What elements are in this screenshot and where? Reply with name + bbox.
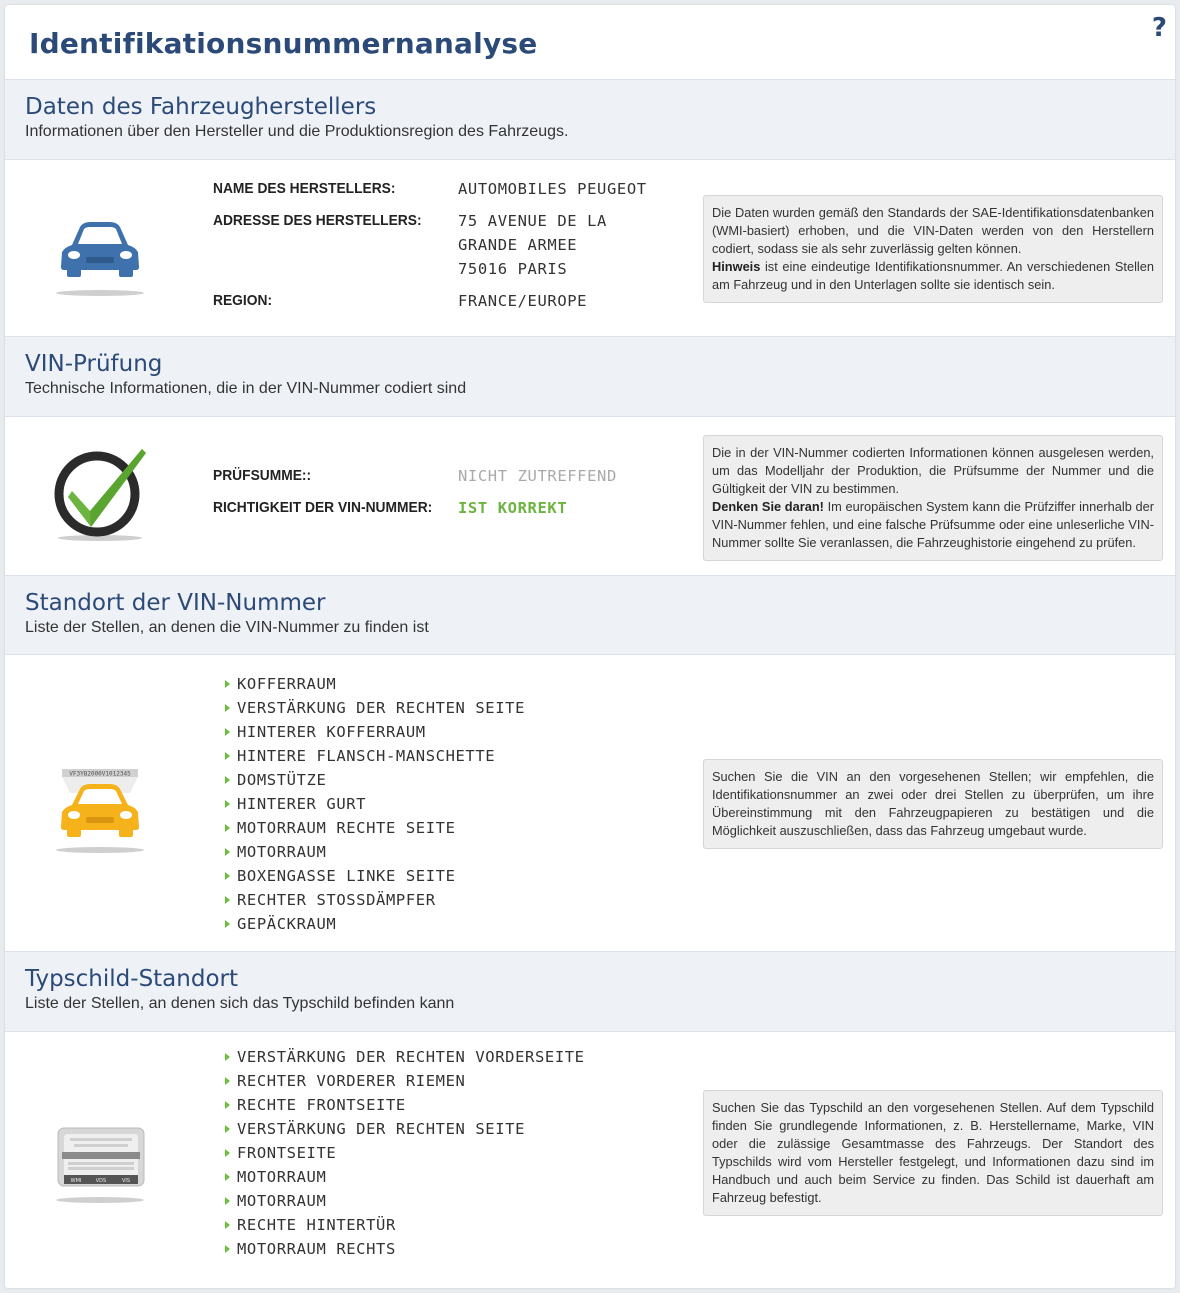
arrow-icon [225,1245,230,1253]
region-value: FRANCE/EUROPE [458,292,588,310]
arrow-icon [225,872,230,880]
plate-location-section-body [5,1032,1175,1288]
list-item-label: VERSTÄRKUNG DER RECHTEN SEITE [237,1120,526,1138]
arrow-icon [225,1149,230,1157]
list-item [223,672,525,696]
list-item [223,1093,585,1117]
car-vin-plate-icon [50,763,150,860]
list-item-label: BOXENGASSE LINKE SEITE [237,867,456,885]
manufacturer-name-label: NAME DES HERSTELLERS: [213,180,396,197]
list-item [223,1189,585,1213]
list-item [223,720,525,744]
note-text: Im europäischen System kann die Prüfziffer innerhalb der VIN-Nummer fehlen, und eine falsche Prüfsumme oder eine unleserliche VIN-Nummer sollte Sie veranlassen, die Fahrzeughistorie eingehend zu prüfen. [712,499,1154,550]
list-item-label: MOTORRAUM [237,1192,327,1210]
manufacturer-section-subtitle: Informationen über den Hersteller und die Produktionsregion des Fahrzeugs. [25,123,569,140]
note-text: Die Daten wurden gemäß den Standards der SAE-Identifikationsdatenbanken (WMI-basiert) erhoben, und die VIN-Daten werden von den Herstellern codiert, sodass sie als sehr zuverlässig gelten können. [712,205,1154,256]
list-item-label: RECHTE HINTERTÜR [237,1216,396,1234]
note-text: Suchen Sie das Typschild an den vorgesehenen Stellen. Auf dem Typschild finden Sie grundlegende Informationen, z. B. Herstellername, Marke, VIN oder die zulässige Gesamtmasse des Fahrzeugs. Der Standort des Typschilds wird vom Hersteller festgelegt, und Informationen dazu sind im Handbuch und auch beim Service zu finden. Das Schild ist dauerhaft am Fahrzeug befestigt. [712,1100,1154,1205]
list-item-label: MOTORRAUM RECHTS [237,1240,396,1258]
vin-check-info-note [703,435,1163,561]
plate-tag-vds: VDS [95,1178,107,1184]
list-item [223,1069,585,1093]
arrow-icon [225,1053,230,1061]
list-item-label: RECHTER STOSSDÄMPFER [237,891,436,909]
manufacturer-address-label: ADRESSE DES HERSTELLERS: [213,212,422,229]
list-item-label: FRONTSEITE [237,1144,337,1162]
list-item [223,816,525,840]
list-item [223,1141,585,1165]
arrow-icon [225,1221,230,1229]
vin-check-section-body [5,417,1175,576]
address-line: 75 AVENUE DE LA [458,212,607,230]
plate-location-section-subtitle: Liste der Stellen, an denen sich das Typschild befinden kann [25,995,455,1012]
arrow-icon [225,896,230,904]
vin-location-section-body [5,655,1175,952]
vin-check-section-subtitle: Technische Informationen, die in der VIN-Nummer codiert sind [25,380,467,397]
list-item-label: HINTERE FLANSCH-MANSCHETTE [237,747,496,765]
arrow-icon [225,824,230,832]
plate-tag-vis: VIS [121,1178,131,1184]
help-icon[interactable]: ? [1151,13,1167,43]
arrow-icon [225,920,230,928]
vin-check-section-header [5,336,1175,417]
note-text: Die in der VIN-Nummer codierten Informationen können ausgelesen werden, um das Modelljahr der Produktion, die Prüfsumme der Nummer und die Gültigkeit der VIN zu bestimmen. [712,445,1154,496]
address-line: GRANDE ARMEE [458,236,578,254]
arrow-icon [225,680,230,688]
arrow-icon [225,704,230,712]
manufacturer-info-note [703,195,1163,303]
list-item [223,696,525,720]
list-item [223,888,525,912]
list-item-label: HINTERER GURT [237,795,367,813]
vin-location-section-title: Standort der VIN-Nummer [25,590,326,616]
list-item [223,792,525,816]
plate-location-section-title: Typschild-Standort [25,966,238,992]
plate-tag-wmi: WMI [70,1178,82,1184]
list-item-label: RECHTE FRONTSEITE [237,1096,406,1114]
region-label: REGION: [213,292,273,309]
vin-plate-text: VF3YB2000V1012345 [69,770,131,778]
arrow-icon [225,1125,230,1133]
vin-location-list [223,672,525,936]
list-item-label: VERSTÄRKUNG DER RECHTEN VORDERSEITE [237,1048,585,1066]
arrow-icon [225,1077,230,1085]
list-item [223,1237,585,1261]
page-title: Identifikationsnummernanalyse [29,27,538,60]
manufacturer-section-body [5,160,1175,337]
list-item-label: MOTORRAUM [237,1168,327,1186]
list-item-label: MOTORRAUM RECHTE SEITE [237,819,456,837]
arrow-icon [225,776,230,784]
list-item [223,744,525,768]
vin-location-info-note [703,759,1163,849]
arrow-icon [225,1173,230,1181]
list-item [223,1117,585,1141]
manufacturer-section-title: Daten des Fahrzeugherstellers [25,94,377,120]
arrow-icon [225,752,230,760]
list-item [223,768,525,792]
list-item-label: MOTORRAUM [237,843,327,861]
analysis-card [5,5,1175,1288]
vin-location-section-header [5,575,1175,655]
vin-validity-label: RICHTIGKEIT DER VIN-NUMMER: [213,499,433,516]
plate-location-list [223,1045,585,1261]
arrow-icon [225,800,230,808]
checksum-value: NICHT ZUTREFFEND [458,467,617,485]
checkmark-icon [50,441,150,546]
list-item-label: DOMSTÜTZE [237,771,327,789]
note-bold: Denken Sie daran! [712,499,824,514]
note-text: Suchen Sie die VIN an den vorgesehenen Stellen; wir empfehlen, die Identifikationsnummer an zwei oder drei Stellen zu überprüfen, um ihre Übereinstimmung mit den Fahrzeugpapieren zu bestätigen und die Möglichkeit auszuschließen, dass das Fahrzeug umgebaut wurde. [712,769,1154,838]
manufacturer-name-value: AUTOMOBILES PEUGEOT [458,180,647,198]
list-item-label: HINTERER KOFFERRAUM [237,723,426,741]
list-item [223,912,525,936]
arrow-icon [225,728,230,736]
list-item-label: RECHTER VORDERER RIEMEN [237,1072,466,1090]
plate-location-info-note [703,1090,1163,1216]
list-item-label: KOFFERRAUM [237,675,337,693]
list-item-label: VERSTÄRKUNG DER RECHTEN SEITE [237,699,526,717]
note-bold: Hinweis [712,259,761,274]
list-item-label: GEPÄCKRAUM [237,915,337,933]
vin-validity-value: IST KORREKT [458,499,568,517]
list-item [223,1165,585,1189]
vin-check-section-title: VIN-Prüfung [25,351,163,377]
plate-location-section-header [5,951,1175,1032]
type-plate-icon [50,1120,150,1215]
arrow-icon [225,1101,230,1109]
manufacturer-address-value [458,209,607,281]
checksum-label: PRÜFSUMME:: [213,467,312,484]
list-item [223,840,525,864]
note-text: ist eine eindeutige Identifikationsnummer. An verschiedenen Stellen am Fahrzeug und in den Unterlagen sollte sie identisch sein. [712,259,1154,292]
list-item [223,864,525,888]
list-item [223,1045,585,1069]
arrow-icon [225,848,230,856]
car-icon [50,210,150,305]
address-line: 75016 PARIS [458,260,568,278]
vin-location-section-subtitle: Liste der Stellen, an denen die VIN-Nummer zu finden ist [25,619,429,636]
manufacturer-section-header [5,79,1175,160]
arrow-icon [225,1197,230,1205]
list-item [223,1213,585,1237]
